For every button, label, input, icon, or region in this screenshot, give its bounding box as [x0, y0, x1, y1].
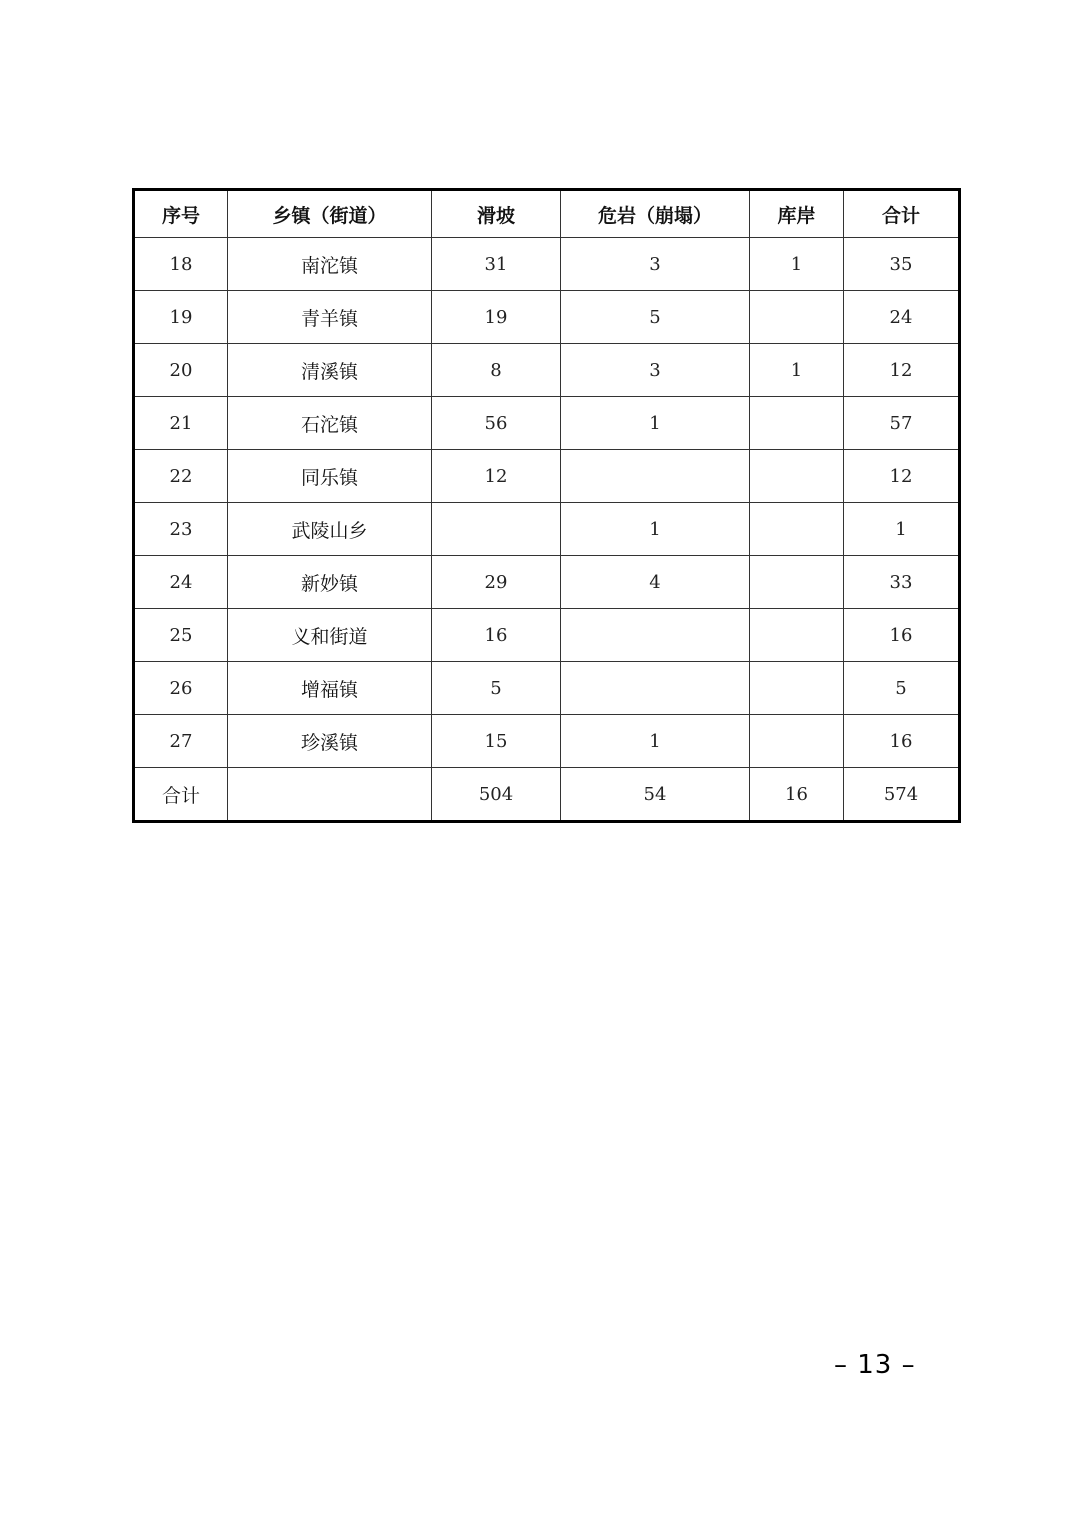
- cell-landslide: 5: [432, 662, 561, 715]
- cell-total-label: 合计: [134, 768, 228, 822]
- cell-total: 35: [844, 238, 960, 291]
- cell-landslide: [432, 503, 561, 556]
- cell-total: 57: [844, 397, 960, 450]
- cell-index: 26: [134, 662, 228, 715]
- cell-rockfall: 1: [561, 715, 750, 768]
- cell-landslide-total: 504: [432, 768, 561, 822]
- cell-total: 33: [844, 556, 960, 609]
- header-rockfall: 危岩（崩塌）: [561, 190, 750, 238]
- cell-township: 增福镇: [228, 662, 432, 715]
- table-row: [134, 238, 960, 291]
- cell-rockfall: 3: [561, 344, 750, 397]
- table-row: [134, 556, 960, 609]
- table-row: [134, 503, 960, 556]
- cell-total: 1: [844, 503, 960, 556]
- cell-rockfall-total: 54: [561, 768, 750, 822]
- cell-township: [228, 768, 432, 822]
- cell-total: 24: [844, 291, 960, 344]
- cell-total: 16: [844, 715, 960, 768]
- cell-total: 5: [844, 662, 960, 715]
- cell-index: 25: [134, 609, 228, 662]
- cell-township: 义和街道: [228, 609, 432, 662]
- cell-grand-total: 574: [844, 768, 960, 822]
- cell-landslide: 19: [432, 291, 561, 344]
- cell-rockfall: 1: [561, 397, 750, 450]
- cell-landslide: 12: [432, 450, 561, 503]
- header-total: 合计: [844, 190, 960, 238]
- cell-township: 同乐镇: [228, 450, 432, 503]
- page-number: – 13 –: [834, 1350, 916, 1380]
- cell-total: 16: [844, 609, 960, 662]
- cell-township: 新妙镇: [228, 556, 432, 609]
- cell-rockfall: [561, 609, 750, 662]
- cell-total: 12: [844, 450, 960, 503]
- cell-township: 清溪镇: [228, 344, 432, 397]
- cell-bank: [750, 662, 844, 715]
- cell-index: 23: [134, 503, 228, 556]
- cell-bank: [750, 503, 844, 556]
- cell-index: 20: [134, 344, 228, 397]
- cell-bank-total: 16: [750, 768, 844, 822]
- header-bank: 库岸: [750, 190, 844, 238]
- cell-rockfall: [561, 450, 750, 503]
- header-row: [134, 190, 960, 238]
- cell-landslide: 29: [432, 556, 561, 609]
- cell-landslide: 15: [432, 715, 561, 768]
- header-township: 乡镇（街道）: [228, 190, 432, 238]
- cell-rockfall: 3: [561, 238, 750, 291]
- table-row: [134, 291, 960, 344]
- cell-total: 12: [844, 344, 960, 397]
- table-row: [134, 344, 960, 397]
- cell-bank: [750, 556, 844, 609]
- cell-index: 22: [134, 450, 228, 503]
- cell-bank: 1: [750, 238, 844, 291]
- cell-rockfall: 1: [561, 503, 750, 556]
- cell-bank: [750, 450, 844, 503]
- cell-index: 19: [134, 291, 228, 344]
- cell-index: 18: [134, 238, 228, 291]
- cell-rockfall: [561, 662, 750, 715]
- total-row: [134, 768, 960, 822]
- cell-index: 24: [134, 556, 228, 609]
- table-body: [134, 238, 960, 822]
- table-header: [134, 190, 960, 238]
- cell-landslide: 16: [432, 609, 561, 662]
- cell-township: 珍溪镇: [228, 715, 432, 768]
- cell-bank: [750, 397, 844, 450]
- cell-index: 27: [134, 715, 228, 768]
- cell-landslide: 31: [432, 238, 561, 291]
- cell-rockfall: 4: [561, 556, 750, 609]
- cell-bank: [750, 291, 844, 344]
- header-landslide: 滑坡: [432, 190, 561, 238]
- cell-bank: [750, 715, 844, 768]
- cell-township: 石沱镇: [228, 397, 432, 450]
- cell-township: 武陵山乡: [228, 503, 432, 556]
- cell-township: 青羊镇: [228, 291, 432, 344]
- cell-index: 21: [134, 397, 228, 450]
- cell-landslide: 56: [432, 397, 561, 450]
- header-index: 序号: [134, 190, 228, 238]
- table-row: [134, 715, 960, 768]
- cell-bank: [750, 609, 844, 662]
- table-row: [134, 662, 960, 715]
- cell-bank: 1: [750, 344, 844, 397]
- cell-township: 南沱镇: [228, 238, 432, 291]
- cell-landslide: 8: [432, 344, 561, 397]
- cell-rockfall: 5: [561, 291, 750, 344]
- landslide-statistics-table: [132, 188, 961, 823]
- table-row: [134, 397, 960, 450]
- table-row: [134, 609, 960, 662]
- table-row: [134, 450, 960, 503]
